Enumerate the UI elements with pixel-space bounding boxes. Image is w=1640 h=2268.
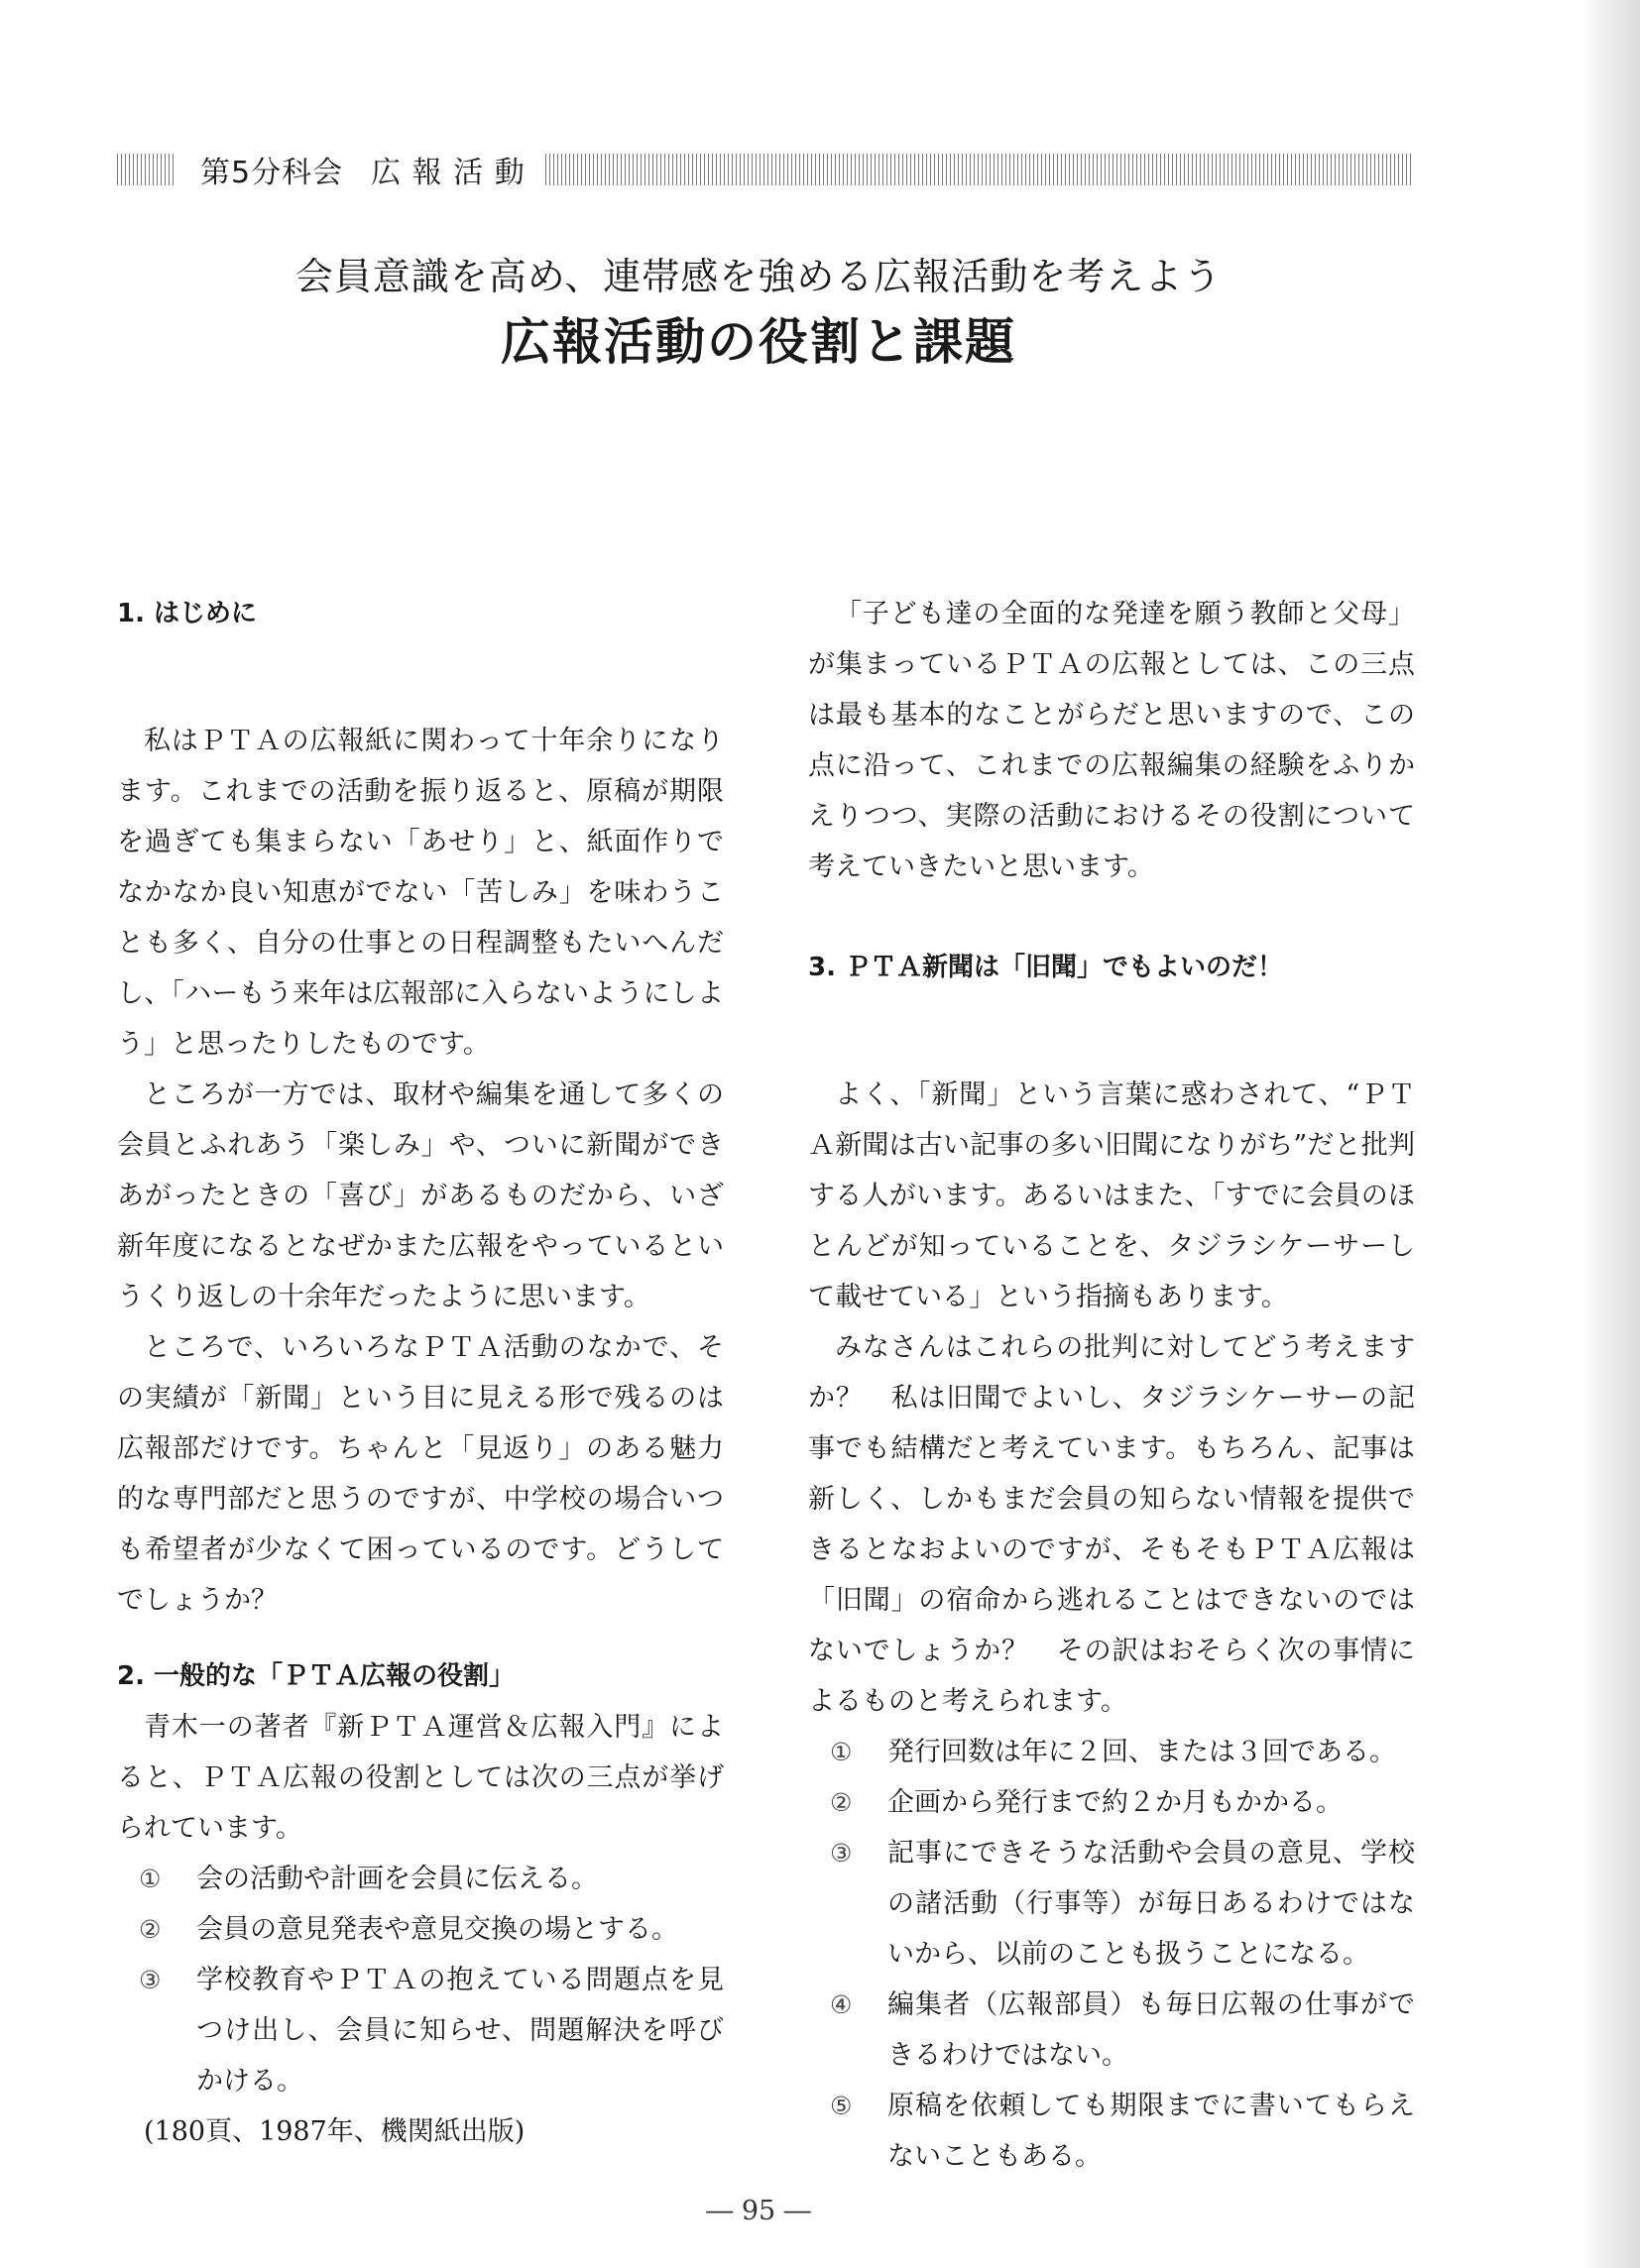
section-1-paragraph: ところで、いろいろなＰＴＡ活動のなかで、その実績が「新聞」という目に見える形で残るのは広報部だけです。ちゃんと「見返り」のある魅力的な専門部だと思うのですが、中学校の場合いつも希望者が少なくて困っているのです。どうしてでしょうか？ [117,1332,724,1616]
list-text: 学校教育やＰＴＡの抱えている問題点を見つけ出し、会員に知らせ、問題解決を呼びかける。 [196,1965,724,2097]
list-number: ③ [830,1839,853,1868]
page-edge-shadow [1581,0,1640,2268]
list-item [808,1777,1415,1828]
list-item [808,1828,1415,1980]
list-item [808,2081,1415,2182]
left-column [117,589,724,2157]
list-text: 発行回数は年に２回、または３回である。 [887,1737,1396,1767]
list-text: 企画から発行まで約２か月もかかる。 [887,1787,1343,1818]
article-title: 広報活動の役割と課題 [501,312,1016,371]
list-item [117,1854,724,1904]
session-topic: 広 報 活 動 [371,156,526,190]
list-number: ⑤ [830,2092,853,2120]
list-item [117,1904,724,1955]
section-1-paragraph: 私はＰＴＡの広報紙に関わって十年余りになります。これまでの活動を振り返ると、原稿が期限を過ぎても集まらない「あせり」と、紙面作りでなかなか良い知恵がでない「苦しみ」を味わうことも多く、自分の仕事との日程調整もたいへんだし、「ハーもう来年は広報部に入らないようにしよう」と思ったりしたものです。 [117,726,724,1060]
header-rule-right [545,154,1412,185]
citation: (180頁、1987年、機関紙出版) [144,2116,526,2147]
role-list [117,1854,724,2106]
list-text: 編集者（広報部員）も毎日広報の仕事ができるわけではない。 [887,1989,1415,2071]
list-text: 原稿を依頼しても期限までに書いてもらえないこともある。 [887,2091,1415,2172]
list-number: ① [139,1865,162,1893]
reason-list [808,1727,1415,2182]
section-2-heading: 2. 一般的な「ＰＴＡ広報の役割」 [117,1661,516,1691]
article-subtitle: 会員意識を高め、連帯感を強める広報活動を考えよう [294,255,1223,298]
list-item [808,1727,1415,1777]
section-1-paragraph: ところが一方では、取材や編集を通して多くの会員とふれあう「楽しみ」や、ついに新聞ができあがったときの「喜び」があるものだから、いざ新年度になるとなぜかまた広報をやっているというくり返しの十余年だったように思います。 [117,1079,724,1312]
list-item [808,1980,1415,2081]
session-label [175,148,545,191]
section-2-continuation: 「子ども達の全面的な発達を願う教師と父母」が集まっているＰＴＡの広報としては、この三点は最も基本的なことがらだと思いますので、この点に沿って、これまでの広報編集の経験をふりかえりつつ、実際の活動におけるその役割について考えていきたいと思います。 [808,599,1415,882]
list-number: ② [830,1788,853,1817]
list-number: ② [139,1915,162,1944]
section-3-paragraph: みなさんはこれらの批判に対してどう考えますか？ 私は旧聞でよいし、タジラシケーサーの記事でも結構だと考えています。もちろん、記事は新しく、しかもまだ会員の知らない情報を提供できるとなおよいのですが、そもそもＰＴＡ広報は「旧聞」の宿命から逃れることはできないのではないでしょうか？ その訳はおそらく次の事情によるものと考えられます。 [808,1332,1415,1717]
header-rule-left [117,154,175,185]
session-number: 第5分科会 [200,156,344,190]
list-item [117,1955,724,2106]
section-3-heading: 3. ＰＴＡ新聞は「旧聞」でもよいのだ！ [808,953,1284,982]
list-number: ④ [830,1990,853,2019]
list-text: 記事にできそうな活動や会員の意見、学校の諸活動（行事等）が毎日あるわけではないから、以前のことも扱うことになる。 [887,1838,1415,1970]
page-number: ― 95 ― [706,2196,811,2226]
right-column [808,589,1415,2182]
section-3-paragraph: よく、「新聞」という言葉に惑わされて、“ＰＴＡ新聞は古い記事の多い旧聞になりがち”だと批判する人がいます。あるいはまた、「すでに会員のほとんどが知っていることを、タジラシケーサーして載せている」という指摘もあります。 [808,1079,1415,1312]
list-number: ③ [139,1966,162,1994]
list-text: 会の活動や計画を会員に伝える。 [196,1864,598,1894]
section-2-intro: 青木一の著者『新ＰＴＡ運営＆広報入門』によると、ＰＴＡ広報の役割としては次の三点が挙げられています。 [117,1712,724,1844]
list-text: 会員の意見発表や意見交換の場とする。 [196,1914,678,1945]
session-header [117,149,1412,190]
section-1-heading: 1. はじめに [117,599,258,628]
list-number: ① [830,1738,853,1766]
